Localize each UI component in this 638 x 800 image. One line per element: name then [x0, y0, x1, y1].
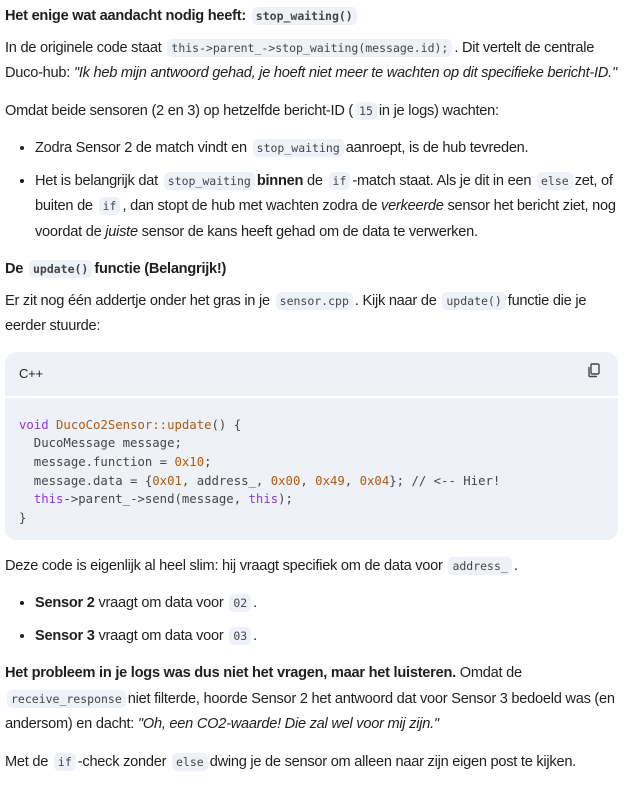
- code-number: 0x04: [359, 473, 390, 488]
- text: sensor de kans heeft gehad om de data te verwerken.: [137, 223, 478, 240]
- list-item: [35, 591, 618, 617]
- italic-quote: juiste: [105, 223, 138, 240]
- inline-code: 15: [355, 102, 377, 120]
- text: . Dit vertelt de centrale Duco-hub:: [5, 39, 595, 81]
- paragraph: [5, 661, 618, 738]
- text: functie die je eerder stuurde:: [5, 292, 587, 334]
- code-line: [19, 472, 604, 491]
- text: Omdat beide sensoren (2 en 3) op hetzelfde bericht-ID (: [5, 102, 354, 119]
- text: in je logs) wachten:: [378, 102, 499, 119]
- bold-text: binnen: [256, 172, 304, 189]
- code-block-header: [5, 352, 618, 398]
- paragraph: [5, 99, 618, 125]
- code-function: DucoCo2Sensor::update: [56, 417, 212, 432]
- section-heading: [5, 4, 618, 30]
- text: Met de: [5, 753, 52, 770]
- text: functie (Belangrijk!): [94, 261, 227, 277]
- code-block: [5, 352, 618, 540]
- text: de: [303, 172, 327, 189]
- text: Zodra Sensor 2 de match vindt en: [35, 140, 251, 156]
- text: Deze code is eigenlijk al heel slim: hij vraagt specifiek om de data voor: [5, 557, 447, 574]
- code-language-label: C++: [19, 365, 43, 381]
- code-line: [19, 416, 604, 435]
- italic-quote: "Ik heb mijn antwoord gehad, je hoeft niet meer te wachten op dit specifieke bericht-ID.": [73, 65, 617, 81]
- text: De: [5, 261, 27, 277]
- copy-icon: [586, 362, 602, 378]
- inline-code: 02: [229, 594, 251, 612]
- inline-code: sensor.cpp: [276, 292, 353, 310]
- text: -check zonder: [77, 753, 170, 770]
- inline-code: if: [99, 197, 121, 215]
- text: Het is belangrijk dat: [35, 172, 162, 189]
- code-token: ->parent_->send(message,: [63, 492, 249, 507]
- code-keyword: this: [33, 492, 64, 507]
- inline-code: address_: [448, 557, 511, 575]
- italic-quote: verkeerde: [381, 198, 444, 214]
- paragraph: [5, 554, 618, 580]
- inline-code: stop_waiting: [253, 139, 344, 157]
- text: zet, of buiten de: [35, 172, 613, 214]
- inline-code: stop_waiting: [164, 172, 255, 190]
- bullet-list: [5, 136, 618, 245]
- text: . Kijk naar de: [354, 292, 441, 309]
- code-token: [19, 492, 34, 506]
- italic-quote: "Oh, een CO2-waarde! Die zal wel voor mij zijn.": [137, 716, 439, 733]
- text: aanroept, is de hub tevreden.: [345, 140, 529, 156]
- code-token: );: [278, 492, 293, 507]
- section-heading: [5, 257, 618, 283]
- text: Omdat de: [455, 665, 522, 682]
- code-token: ;: [204, 454, 212, 469]
- inline-code: update(): [442, 292, 505, 310]
- paragraph: [5, 750, 618, 776]
- text: .: [513, 557, 518, 574]
- code-number: 0x01: [152, 473, 182, 488]
- inline-code: this->parent_->stop_waiting(message.id);: [167, 39, 452, 57]
- list-item: [35, 169, 618, 246]
- code-keyword: void: [19, 417, 49, 432]
- code-number: 0x10: [174, 454, 205, 469]
- copy-code-button[interactable]: [586, 361, 602, 387]
- text: .: [253, 627, 257, 644]
- inline-code: else: [537, 172, 573, 190]
- code-token: message.function =: [19, 454, 175, 469]
- text: niet filterde, hoorde Sensor 2 het antwoord dat voor Sensor 3 bedoeld was (en andersom) en dacht:: [5, 690, 615, 733]
- text: vraagt om data voor: [94, 627, 228, 644]
- bold-text: Sensor 3: [35, 627, 95, 644]
- inline-code: receive_response: [7, 690, 126, 708]
- code-token: ,: [300, 473, 316, 488]
- code-line: [19, 490, 604, 509]
- code-token: () {: [211, 417, 242, 432]
- text: sensor het bericht ziet, nog voordat de: [35, 198, 616, 240]
- code-line: [19, 453, 604, 472]
- code-token: DucoMessage message;: [19, 436, 182, 451]
- list-item: [35, 624, 618, 650]
- text: , dan stopt de hub met wachten zodra de: [122, 198, 382, 214]
- inline-code: 03: [229, 627, 251, 645]
- paragraph: [5, 289, 618, 340]
- text: vraagt om data voor: [94, 595, 228, 612]
- text: Er zit nog één addertje onder het gras in je: [5, 292, 274, 309]
- code-token: ,: [344, 473, 360, 488]
- code-line: [19, 434, 604, 453]
- paragraph: [5, 36, 618, 87]
- code-number: 0x49: [315, 473, 345, 488]
- code-token: }: [19, 511, 27, 526]
- text: dwing je de sensor om alleen naar zijn eigen post te kijken.: [209, 753, 576, 770]
- text: Het enige wat aandacht nodig heeft:: [5, 8, 250, 24]
- code-number: 0x00: [270, 473, 301, 488]
- code-token: , address_,: [181, 473, 271, 488]
- inline-code: stop_waiting(): [252, 7, 357, 25]
- code-token: [49, 418, 56, 432]
- code-keyword: this: [248, 492, 279, 507]
- text: .: [253, 595, 257, 612]
- code-token: message.data = {: [19, 473, 153, 488]
- text: In de originele code staat: [5, 39, 166, 56]
- bold-text: Sensor 2: [35, 595, 95, 612]
- bullet-list: [5, 591, 618, 649]
- list-item: [35, 136, 618, 162]
- bold-text: Het probleem in je logs was dus niet het vragen, maar het luisteren.: [5, 665, 456, 682]
- inline-code: if: [54, 753, 76, 771]
- code-content: [5, 398, 618, 540]
- code-token: }; // <-- Hier!: [389, 473, 501, 488]
- code-line: [19, 509, 604, 528]
- inline-code: if: [329, 172, 351, 190]
- inline-code: update(): [29, 260, 92, 278]
- text: -match staat. Als je dit in een: [352, 172, 535, 189]
- inline-code: else: [172, 753, 208, 771]
